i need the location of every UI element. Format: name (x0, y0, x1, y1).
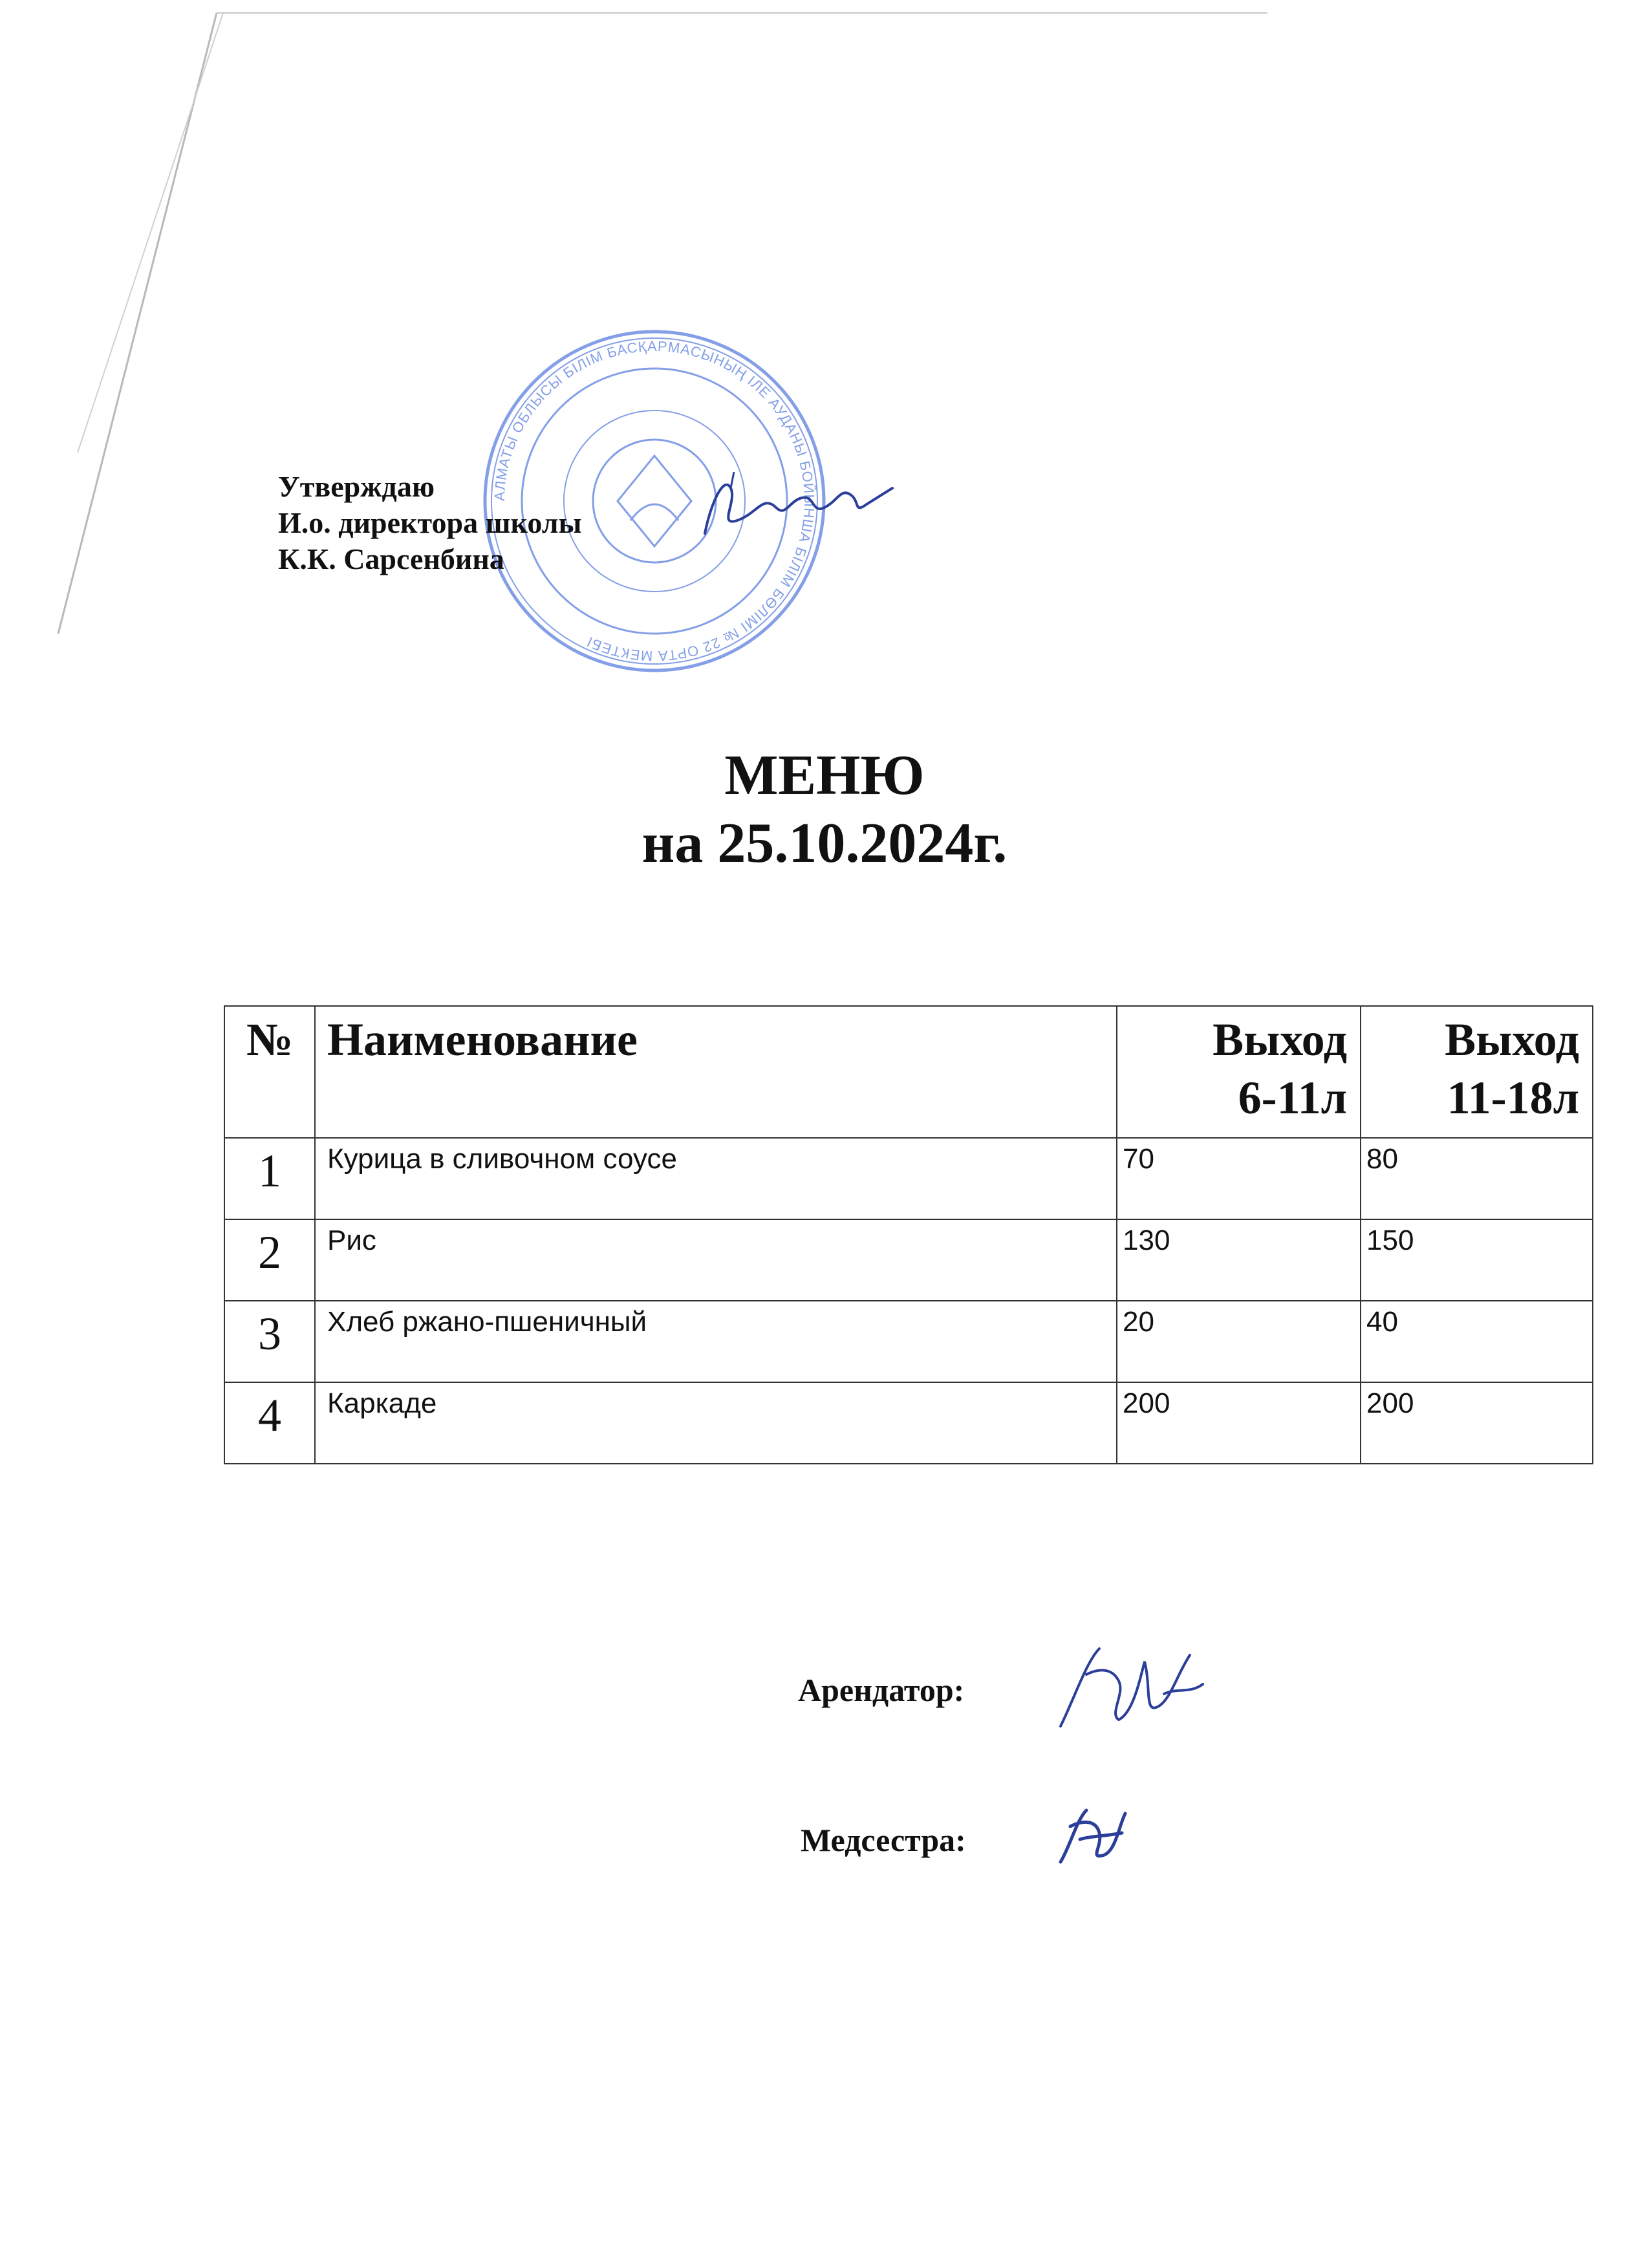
output-11-18: 150 (1361, 1219, 1593, 1301)
output-11-18: 80 (1361, 1138, 1593, 1219)
table-header-row (224, 1006, 1593, 1138)
row-number: 1 (224, 1138, 315, 1219)
header-number: № (224, 1006, 315, 1138)
medsestra-signature (1051, 1801, 1135, 1872)
page-title: МЕНЮ (724, 744, 925, 807)
header-output-label: Выход (1445, 1014, 1579, 1065)
output-6-11: 200 (1117, 1382, 1361, 1464)
svg-text:АЛМАТЫ ОБЛЫСЫ БІЛІМ БАСҚАРМАСЫ: АЛМАТЫ ОБЛЫСЫ БІЛІМ БАСҚАРМАСЫНЫҢ ІЛЕ АУДАНЫ БОЙЫНША БІЛІМ БӨЛІМІ № 22 ОРТА МЕКТЕБІ (491, 337, 818, 665)
output-6-11: 70 (1117, 1138, 1361, 1219)
output-6-11: 20 (1117, 1301, 1361, 1382)
output-11-18: 40 (1361, 1301, 1593, 1382)
menu-table (224, 1005, 1593, 1464)
dish-name: Каркаде (315, 1382, 1117, 1464)
approver-name: К.К. Сарсенбина (278, 542, 504, 575)
approval-word: Утверждаю (278, 470, 435, 503)
output-11-18: 200 (1361, 1382, 1593, 1464)
header-name: Наименование (315, 1006, 1117, 1138)
approval-block (278, 469, 581, 577)
table-row (224, 1219, 1593, 1301)
table-row (224, 1382, 1593, 1464)
header-output-age: 6-11л (1238, 1072, 1347, 1124)
table-row (224, 1138, 1593, 1219)
menu-date: на 25.10.2024г. (641, 812, 1008, 875)
approver-position: И.о. директора школы (278, 506, 582, 539)
arendator-label: Арендатор: (798, 1672, 965, 1708)
row-number: 4 (224, 1382, 315, 1464)
header-output-6-11 (1117, 1006, 1361, 1138)
table-row (224, 1301, 1593, 1382)
header-output-age: 11-18л (1447, 1072, 1579, 1124)
director-signature (692, 462, 899, 546)
output-6-11: 130 (1117, 1219, 1361, 1301)
dish-name: Хлеб ржано-пшеничный (315, 1301, 1117, 1382)
arendator-signature (1048, 1636, 1209, 1739)
dish-name: Рис (315, 1219, 1117, 1301)
header-output-11-18 (1361, 1006, 1593, 1138)
row-number: 2 (224, 1219, 315, 1301)
dish-name: Курица в сливочном соусе (315, 1138, 1117, 1219)
header-output-label: Выход (1212, 1014, 1347, 1065)
medsestra-label: Медсестра: (801, 1822, 966, 1858)
row-number: 3 (224, 1301, 315, 1382)
